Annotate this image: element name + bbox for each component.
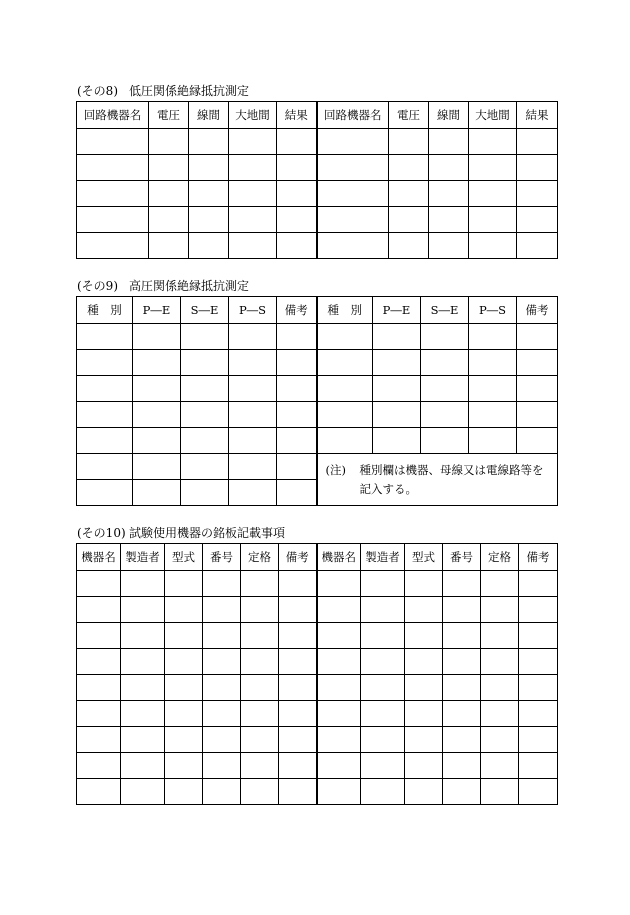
input-cell[interactable] bbox=[121, 727, 165, 753]
header-cell: 結果 bbox=[517, 102, 558, 129]
input-cell[interactable] bbox=[133, 454, 181, 480]
input-cell[interactable] bbox=[149, 181, 189, 207]
input-cell[interactable] bbox=[389, 181, 429, 207]
input-cell[interactable] bbox=[405, 649, 443, 675]
input-cell[interactable] bbox=[517, 233, 558, 259]
table-high-voltage-insulation bbox=[76, 296, 558, 506]
input-cell[interactable] bbox=[373, 428, 421, 454]
input-cell[interactable] bbox=[77, 129, 149, 155]
input-cell[interactable] bbox=[181, 454, 229, 480]
table-row bbox=[77, 454, 558, 480]
input-cell[interactable] bbox=[519, 753, 558, 779]
input-cell[interactable] bbox=[133, 428, 181, 454]
header-cell: P―E bbox=[133, 297, 181, 324]
input-cell[interactable] bbox=[443, 753, 481, 779]
input-cell[interactable] bbox=[277, 181, 317, 207]
input-cell[interactable] bbox=[189, 233, 229, 259]
input-cell[interactable] bbox=[121, 779, 165, 805]
input-cell[interactable] bbox=[133, 376, 181, 402]
note-cell bbox=[317, 454, 558, 506]
input-cell[interactable] bbox=[181, 402, 229, 428]
input-cell[interactable] bbox=[77, 454, 133, 480]
input-cell[interactable] bbox=[279, 623, 317, 649]
input-cell[interactable] bbox=[149, 233, 189, 259]
input-cell[interactable] bbox=[241, 623, 279, 649]
header-cell: 型式 bbox=[165, 544, 203, 571]
input-cell[interactable] bbox=[77, 779, 121, 805]
input-cell[interactable] bbox=[361, 649, 405, 675]
input-cell[interactable] bbox=[279, 597, 317, 623]
input-cell[interactable] bbox=[229, 129, 277, 155]
input-cell[interactable] bbox=[469, 402, 517, 428]
input-cell[interactable] bbox=[317, 428, 373, 454]
input-cell[interactable] bbox=[279, 701, 317, 727]
input-cell[interactable] bbox=[165, 623, 203, 649]
input-cell[interactable] bbox=[241, 571, 279, 597]
table-row bbox=[77, 129, 558, 155]
input-cell[interactable] bbox=[469, 428, 517, 454]
input-cell[interactable] bbox=[361, 779, 405, 805]
header-cell: S―E bbox=[181, 297, 229, 324]
section-10-heading: 試験使用機器の銘板記載事項 bbox=[129, 526, 286, 540]
input-cell[interactable] bbox=[77, 324, 133, 350]
input-cell[interactable] bbox=[203, 727, 241, 753]
input-cell[interactable] bbox=[317, 324, 373, 350]
header-cell: 電圧 bbox=[149, 102, 189, 129]
input-cell[interactable] bbox=[481, 701, 519, 727]
table-row bbox=[77, 324, 558, 350]
input-cell[interactable] bbox=[149, 129, 189, 155]
section-9-number: (その9) bbox=[77, 279, 118, 293]
input-cell[interactable] bbox=[241, 649, 279, 675]
input-cell[interactable] bbox=[165, 675, 203, 701]
input-cell[interactable] bbox=[405, 779, 443, 805]
input-cell[interactable] bbox=[481, 675, 519, 701]
input-cell[interactable] bbox=[229, 350, 277, 376]
input-cell[interactable] bbox=[517, 402, 558, 428]
input-cell[interactable] bbox=[481, 753, 519, 779]
input-cell[interactable] bbox=[443, 597, 481, 623]
input-cell[interactable] bbox=[203, 649, 241, 675]
input-cell[interactable] bbox=[421, 376, 469, 402]
input-cell[interactable] bbox=[229, 155, 277, 181]
table-test-equipment-nameplate bbox=[76, 543, 558, 805]
input-cell[interactable] bbox=[469, 129, 517, 155]
input-cell[interactable] bbox=[277, 454, 317, 480]
input-cell[interactable] bbox=[133, 480, 181, 506]
input-cell[interactable] bbox=[203, 571, 241, 597]
input-cell[interactable] bbox=[203, 623, 241, 649]
header-cell: 大地間 bbox=[229, 102, 277, 129]
input-cell[interactable] bbox=[229, 207, 277, 233]
input-cell[interactable] bbox=[277, 428, 317, 454]
input-cell[interactable] bbox=[165, 701, 203, 727]
input-cell[interactable] bbox=[317, 597, 361, 623]
input-cell[interactable] bbox=[317, 350, 373, 376]
input-cell[interactable] bbox=[481, 727, 519, 753]
section-10-number: (その10) bbox=[77, 526, 126, 540]
input-cell[interactable] bbox=[241, 675, 279, 701]
input-cell[interactable] bbox=[317, 701, 361, 727]
input-cell[interactable] bbox=[373, 402, 421, 428]
input-cell[interactable] bbox=[317, 753, 361, 779]
note-text: 種別欄は機器、母線又は電線路等を記入する。 bbox=[359, 462, 544, 496]
input-cell[interactable] bbox=[517, 155, 558, 181]
input-cell[interactable] bbox=[189, 181, 229, 207]
input-cell[interactable] bbox=[373, 376, 421, 402]
input-cell[interactable] bbox=[229, 376, 277, 402]
input-cell[interactable] bbox=[277, 207, 317, 233]
input-cell[interactable] bbox=[121, 675, 165, 701]
section-8-title bbox=[77, 84, 249, 98]
input-cell[interactable] bbox=[77, 701, 121, 727]
table-row bbox=[77, 155, 558, 181]
header-cell: 定格 bbox=[241, 544, 279, 571]
input-cell[interactable] bbox=[317, 376, 373, 402]
header-cell: 回路機器名 bbox=[317, 102, 389, 129]
input-cell[interactable] bbox=[519, 571, 558, 597]
input-cell[interactable] bbox=[519, 701, 558, 727]
input-cell[interactable] bbox=[229, 428, 277, 454]
input-cell[interactable] bbox=[277, 350, 317, 376]
input-cell[interactable] bbox=[277, 155, 317, 181]
input-cell[interactable] bbox=[279, 753, 317, 779]
header-cell: P―S bbox=[469, 297, 517, 324]
input-cell[interactable] bbox=[481, 649, 519, 675]
input-cell[interactable] bbox=[405, 727, 443, 753]
input-cell[interactable] bbox=[77, 675, 121, 701]
table-row bbox=[77, 181, 558, 207]
table-row bbox=[77, 779, 558, 805]
input-cell[interactable] bbox=[405, 571, 443, 597]
input-cell[interactable] bbox=[241, 701, 279, 727]
header-cell: 番号 bbox=[443, 544, 481, 571]
input-cell[interactable] bbox=[77, 350, 133, 376]
input-cell[interactable] bbox=[77, 402, 133, 428]
input-cell[interactable] bbox=[203, 701, 241, 727]
input-cell[interactable] bbox=[389, 129, 429, 155]
input-cell[interactable] bbox=[519, 675, 558, 701]
input-cell[interactable] bbox=[77, 181, 149, 207]
table-row bbox=[77, 675, 558, 701]
input-cell[interactable] bbox=[469, 155, 517, 181]
input-cell[interactable] bbox=[481, 779, 519, 805]
input-cell[interactable] bbox=[165, 597, 203, 623]
input-cell[interactable] bbox=[133, 350, 181, 376]
input-cell[interactable] bbox=[241, 779, 279, 805]
input-cell[interactable] bbox=[361, 701, 405, 727]
input-cell[interactable] bbox=[405, 675, 443, 701]
input-cell[interactable] bbox=[317, 402, 373, 428]
input-cell[interactable] bbox=[429, 207, 469, 233]
input-cell[interactable] bbox=[317, 155, 389, 181]
input-cell[interactable] bbox=[405, 701, 443, 727]
section-9-heading: 高圧関係絶縁抵抗測定 bbox=[129, 279, 250, 293]
input-cell[interactable] bbox=[469, 324, 517, 350]
input-cell[interactable] bbox=[189, 207, 229, 233]
input-cell[interactable] bbox=[443, 675, 481, 701]
table-row bbox=[77, 376, 558, 402]
input-cell[interactable] bbox=[361, 571, 405, 597]
input-cell[interactable] bbox=[481, 597, 519, 623]
input-cell[interactable] bbox=[421, 402, 469, 428]
input-cell[interactable] bbox=[361, 597, 405, 623]
header-cell: 製造者 bbox=[121, 544, 165, 571]
input-cell[interactable] bbox=[517, 350, 558, 376]
input-cell[interactable] bbox=[229, 454, 277, 480]
input-cell[interactable] bbox=[77, 753, 121, 779]
header-cell: P―S bbox=[229, 297, 277, 324]
input-cell[interactable] bbox=[77, 480, 133, 506]
input-cell[interactable] bbox=[203, 597, 241, 623]
input-cell[interactable] bbox=[277, 376, 317, 402]
input-cell[interactable] bbox=[121, 753, 165, 779]
input-cell[interactable] bbox=[133, 402, 181, 428]
input-cell[interactable] bbox=[149, 207, 189, 233]
input-cell[interactable] bbox=[229, 324, 277, 350]
input-cell[interactable] bbox=[317, 623, 361, 649]
input-cell[interactable] bbox=[317, 649, 361, 675]
input-cell[interactable] bbox=[77, 727, 121, 753]
input-cell[interactable] bbox=[317, 207, 389, 233]
input-cell[interactable] bbox=[317, 181, 389, 207]
input-cell[interactable] bbox=[189, 155, 229, 181]
input-cell[interactable] bbox=[279, 675, 317, 701]
input-cell[interactable] bbox=[429, 233, 469, 259]
input-cell[interactable] bbox=[469, 181, 517, 207]
input-cell[interactable] bbox=[181, 350, 229, 376]
input-cell[interactable] bbox=[517, 376, 558, 402]
input-cell[interactable] bbox=[317, 129, 389, 155]
input-cell[interactable] bbox=[181, 480, 229, 506]
input-cell[interactable] bbox=[121, 649, 165, 675]
input-cell[interactable] bbox=[469, 233, 517, 259]
header-cell: 種 別 bbox=[317, 297, 373, 324]
input-cell[interactable] bbox=[361, 727, 405, 753]
input-cell[interactable] bbox=[317, 233, 389, 259]
input-cell[interactable] bbox=[277, 324, 317, 350]
table-row bbox=[77, 350, 558, 376]
table-row bbox=[77, 571, 558, 597]
input-cell[interactable] bbox=[481, 623, 519, 649]
input-cell[interactable] bbox=[405, 753, 443, 779]
input-cell[interactable] bbox=[279, 571, 317, 597]
header-cell: 備考 bbox=[277, 297, 317, 324]
header-cell: 大地間 bbox=[469, 102, 517, 129]
input-cell[interactable] bbox=[277, 129, 317, 155]
input-cell[interactable] bbox=[361, 753, 405, 779]
input-cell[interactable] bbox=[121, 623, 165, 649]
input-cell[interactable] bbox=[149, 155, 189, 181]
input-cell[interactable] bbox=[181, 428, 229, 454]
input-cell[interactable] bbox=[361, 675, 405, 701]
input-cell[interactable] bbox=[203, 779, 241, 805]
input-cell[interactable] bbox=[229, 233, 277, 259]
input-cell[interactable] bbox=[517, 324, 558, 350]
input-cell[interactable] bbox=[481, 571, 519, 597]
input-cell[interactable] bbox=[519, 779, 558, 805]
note-label: (注) bbox=[325, 462, 346, 477]
input-cell[interactable] bbox=[181, 324, 229, 350]
input-cell[interactable] bbox=[519, 727, 558, 753]
input-cell[interactable] bbox=[443, 571, 481, 597]
section-10-title bbox=[77, 526, 285, 540]
input-cell[interactable] bbox=[121, 571, 165, 597]
input-cell[interactable] bbox=[429, 181, 469, 207]
table-low-voltage-insulation bbox=[76, 101, 558, 259]
input-cell[interactable] bbox=[277, 233, 317, 259]
input-cell[interactable] bbox=[519, 623, 558, 649]
input-cell[interactable] bbox=[165, 571, 203, 597]
header-cell: 種 別 bbox=[77, 297, 133, 324]
header-cell: 備考 bbox=[279, 544, 317, 571]
input-cell[interactable] bbox=[165, 727, 203, 753]
section-8-number: (その8) bbox=[77, 84, 118, 98]
input-cell[interactable] bbox=[189, 129, 229, 155]
table-header-row bbox=[77, 297, 558, 324]
header-cell: 機器名 bbox=[77, 544, 121, 571]
input-cell[interactable] bbox=[389, 233, 429, 259]
table-header-row bbox=[77, 102, 558, 129]
input-cell[interactable] bbox=[317, 779, 361, 805]
header-cell: 線間 bbox=[429, 102, 469, 129]
input-cell[interactable] bbox=[517, 181, 558, 207]
input-cell[interactable] bbox=[443, 727, 481, 753]
input-cell[interactable] bbox=[373, 324, 421, 350]
input-cell[interactable] bbox=[121, 597, 165, 623]
header-cell: 備考 bbox=[517, 297, 558, 324]
input-cell[interactable] bbox=[229, 402, 277, 428]
section-9-title bbox=[77, 279, 249, 293]
input-cell[interactable] bbox=[517, 129, 558, 155]
header-cell: 製造者 bbox=[361, 544, 405, 571]
input-cell[interactable] bbox=[317, 571, 361, 597]
table-row bbox=[77, 233, 558, 259]
input-cell[interactable] bbox=[373, 350, 421, 376]
input-cell[interactable] bbox=[165, 779, 203, 805]
input-cell[interactable] bbox=[77, 376, 133, 402]
input-cell[interactable] bbox=[421, 350, 469, 376]
input-cell[interactable] bbox=[279, 779, 317, 805]
input-cell[interactable] bbox=[77, 649, 121, 675]
header-cell: S―E bbox=[421, 297, 469, 324]
header-cell: 電圧 bbox=[389, 102, 429, 129]
input-cell[interactable] bbox=[443, 649, 481, 675]
input-cell[interactable] bbox=[241, 727, 279, 753]
input-cell[interactable] bbox=[77, 428, 133, 454]
input-cell[interactable] bbox=[77, 597, 121, 623]
section-8-heading: 低圧関係絶縁抵抗測定 bbox=[129, 84, 250, 98]
table-header-row bbox=[77, 544, 558, 571]
input-cell[interactable] bbox=[277, 402, 317, 428]
table-row bbox=[77, 727, 558, 753]
input-cell[interactable] bbox=[469, 350, 517, 376]
input-cell[interactable] bbox=[203, 675, 241, 701]
input-cell[interactable] bbox=[519, 649, 558, 675]
input-cell[interactable] bbox=[279, 727, 317, 753]
table-row bbox=[77, 649, 558, 675]
input-cell[interactable] bbox=[121, 701, 165, 727]
input-cell[interactable] bbox=[229, 480, 277, 506]
input-cell[interactable] bbox=[421, 428, 469, 454]
header-cell: 番号 bbox=[203, 544, 241, 571]
input-cell[interactable] bbox=[241, 753, 279, 779]
input-cell[interactable] bbox=[443, 623, 481, 649]
input-cell[interactable] bbox=[317, 727, 361, 753]
input-cell[interactable] bbox=[421, 324, 469, 350]
table-row bbox=[77, 597, 558, 623]
header-cell: 結果 bbox=[277, 102, 317, 129]
input-cell[interactable] bbox=[77, 233, 149, 259]
table-row bbox=[77, 623, 558, 649]
input-cell[interactable] bbox=[77, 155, 149, 181]
input-cell[interactable] bbox=[429, 129, 469, 155]
input-cell[interactable] bbox=[389, 155, 429, 181]
input-cell[interactable] bbox=[279, 649, 317, 675]
table-row bbox=[77, 428, 558, 454]
input-cell[interactable] bbox=[277, 480, 317, 506]
input-cell[interactable] bbox=[469, 207, 517, 233]
input-cell[interactable] bbox=[133, 324, 181, 350]
header-cell: 線間 bbox=[189, 102, 229, 129]
input-cell[interactable] bbox=[443, 779, 481, 805]
input-cell[interactable] bbox=[517, 207, 558, 233]
input-cell[interactable] bbox=[77, 207, 149, 233]
table-row bbox=[77, 701, 558, 727]
input-cell[interactable] bbox=[229, 181, 277, 207]
input-cell[interactable] bbox=[165, 649, 203, 675]
input-cell[interactable] bbox=[241, 597, 279, 623]
table-row bbox=[77, 207, 558, 233]
input-cell[interactable] bbox=[405, 623, 443, 649]
input-cell[interactable] bbox=[405, 597, 443, 623]
input-cell[interactable] bbox=[429, 155, 469, 181]
input-cell[interactable] bbox=[469, 376, 517, 402]
input-cell[interactable] bbox=[203, 753, 241, 779]
input-cell[interactable] bbox=[165, 753, 203, 779]
header-cell: 回路機器名 bbox=[77, 102, 149, 129]
input-cell[interactable] bbox=[361, 623, 405, 649]
header-cell: 定格 bbox=[481, 544, 519, 571]
header-cell: 型式 bbox=[405, 544, 443, 571]
input-cell[interactable] bbox=[77, 571, 121, 597]
input-cell[interactable] bbox=[443, 701, 481, 727]
input-cell[interactable] bbox=[517, 428, 558, 454]
table-row bbox=[77, 753, 558, 779]
input-cell[interactable] bbox=[317, 675, 361, 701]
table-row bbox=[77, 402, 558, 428]
input-cell[interactable] bbox=[181, 376, 229, 402]
header-cell: P―E bbox=[373, 297, 421, 324]
input-cell[interactable] bbox=[389, 207, 429, 233]
header-cell: 機器名 bbox=[317, 544, 361, 571]
input-cell[interactable] bbox=[519, 597, 558, 623]
input-cell[interactable] bbox=[77, 623, 121, 649]
header-cell: 備考 bbox=[519, 544, 558, 571]
